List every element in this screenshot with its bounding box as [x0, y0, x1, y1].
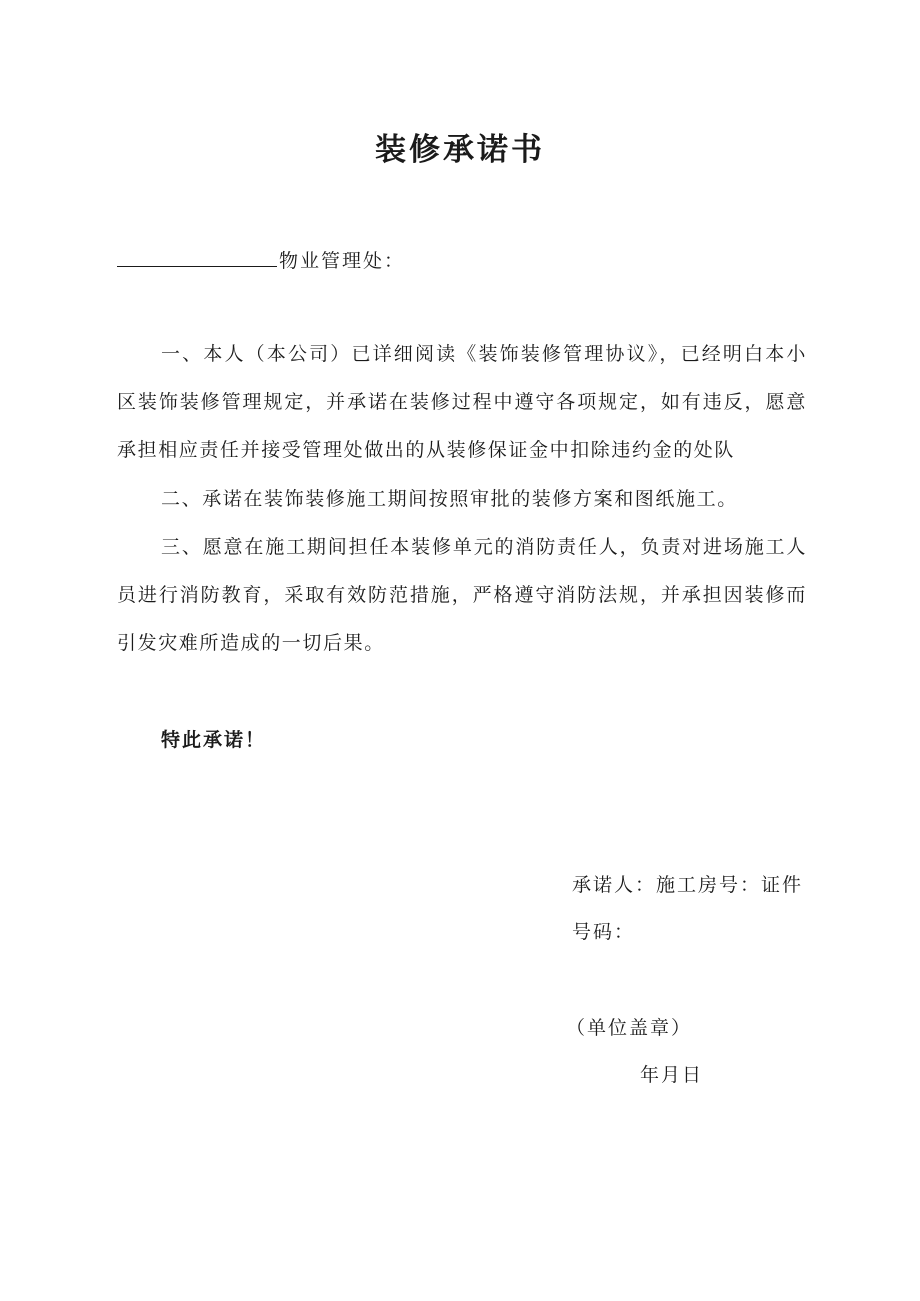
clause-paragraph-3: 三、愿意在施工期间担任本装修单元的消防责任人，负责对进场施工人员进行消防教育，采取有效防范措施，严格遵守消防法规，并承担因装修而引发灾难所造成的一切后果。 — [117, 536, 807, 654]
addressee-label: 物业管理处： — [279, 250, 406, 272]
signer-info-line: 承诺人：施工房号：证件号码： — [572, 874, 804, 943]
closing-statement: 特此承诺！ — [161, 729, 267, 751]
date-line: 年月日 — [640, 1064, 704, 1086]
addressee-blank-underline — [117, 244, 277, 267]
addressee-line — [117, 244, 405, 276]
seal-note: （单位盖章） — [566, 1017, 693, 1039]
clause-paragraph-1: 一、本人（本公司）已详细阅读《装饰装修管理协议》，已经明白本小区装饰装修管理规定，并承诺在装修过程中遵守各项规定，如有违反，愿意承担相应责任并接受管理处做出的从装修保证金中扣除违约金的处队 — [117, 343, 807, 461]
document-title: 装修承诺书 — [375, 132, 545, 168]
clause-paragraph-2: 二、承诺在装饰装修施工期间按照审批的装修方案和图纸施工。 — [161, 488, 738, 510]
